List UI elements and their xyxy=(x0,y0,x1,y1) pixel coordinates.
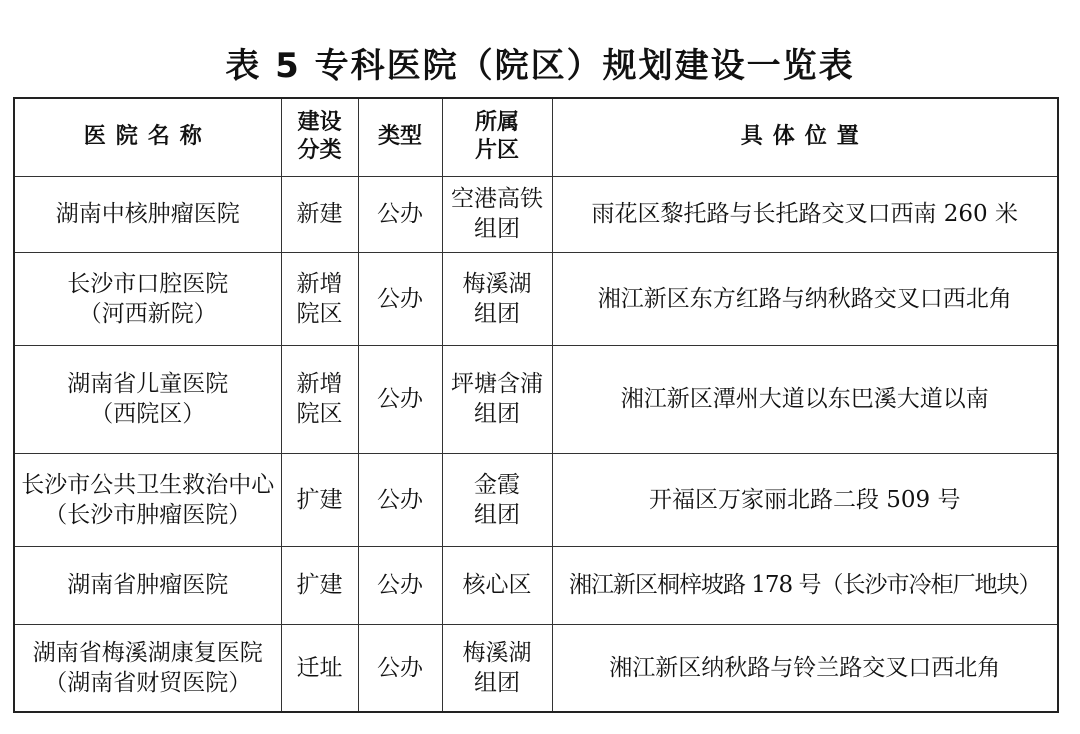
cell-line: 扩建 xyxy=(296,572,343,598)
cell-line: 梅溪湖 xyxy=(462,270,532,297)
cell-type: 公办 xyxy=(358,624,442,712)
cell-location: 湘江新区潭州大道以东巴溪大道以南 xyxy=(552,345,1058,453)
cell-line: （西院区） xyxy=(90,401,206,427)
cell-line: 新增 xyxy=(296,371,343,397)
cell-line: 院区 xyxy=(296,300,343,327)
header-location: 具体位置 xyxy=(552,98,1058,176)
header-name: 医院名称 xyxy=(14,98,281,176)
cell-name xyxy=(14,453,281,546)
header-zone-line: 所属 xyxy=(474,110,519,136)
cell-line: 新增 xyxy=(296,270,343,297)
cell-category xyxy=(281,546,358,624)
cell-line: （河西新院） xyxy=(78,300,217,327)
cell-location: 湘江新区纳秋路与铃兰路交叉口西北角 xyxy=(552,624,1058,712)
cell-line: 湖南省儿童医院 xyxy=(67,371,229,397)
cell-type: 公办 xyxy=(358,453,442,546)
cell-zone xyxy=(442,546,552,624)
cell-line: 金霞 xyxy=(474,471,520,498)
cell-category xyxy=(281,252,358,345)
cell-name xyxy=(14,624,281,712)
table-row xyxy=(14,453,1058,546)
cell-line: 组团 xyxy=(474,669,520,696)
table-row xyxy=(14,252,1058,345)
cell-line: 空港高铁 xyxy=(451,186,543,212)
header-category-line: 建设 xyxy=(297,110,342,136)
cell-zone xyxy=(442,252,552,345)
cell-category xyxy=(281,345,358,453)
cell-line: 组团 xyxy=(474,401,520,427)
table-row xyxy=(14,624,1058,712)
cell-location: 湘江新区东方红路与纳秋路交叉口西北角 xyxy=(552,252,1058,345)
cell-type: 公办 xyxy=(358,176,442,252)
cell-line: 湖南省梅溪湖康复医院 xyxy=(32,639,263,666)
cell-name xyxy=(14,252,281,345)
cell-type: 公办 xyxy=(358,546,442,624)
cell-name xyxy=(14,345,281,453)
hospital-planning-table xyxy=(13,97,1059,713)
cell-location: 湘江新区桐梓坡路 178 号（长沙市冷柜厂地块） xyxy=(552,546,1058,624)
table-row xyxy=(14,345,1058,453)
cell-zone xyxy=(442,176,552,252)
table-row xyxy=(14,176,1058,252)
cell-line: 核心区 xyxy=(462,572,532,598)
cell-line: （长沙市肿瘤医院） xyxy=(44,501,252,528)
header-category-line: 分类 xyxy=(297,138,342,164)
cell-line: （湖南省财贸医院） xyxy=(44,669,252,696)
cell-line: 院区 xyxy=(296,401,343,427)
cell-name xyxy=(14,176,281,252)
cell-zone xyxy=(442,345,552,453)
header-type: 类型 xyxy=(358,98,442,176)
cell-type: 公办 xyxy=(358,252,442,345)
cell-line: 梅溪湖 xyxy=(462,639,532,666)
cell-line: 长沙市公共卫生救治中心 xyxy=(21,471,275,498)
cell-location: 雨花区黎托路与长托路交叉口西南 260 米 xyxy=(552,176,1058,252)
cell-type: 公办 xyxy=(358,345,442,453)
table-row xyxy=(14,546,1058,624)
page-title: 表 5 专科医院（院区）规划建设一览表 xyxy=(225,46,855,86)
cell-category xyxy=(281,176,358,252)
cell-line: 长沙市口腔医院 xyxy=(67,270,229,297)
cell-category xyxy=(281,453,358,546)
cell-line: 组团 xyxy=(474,501,520,528)
cell-line: 组团 xyxy=(474,300,520,327)
cell-zone xyxy=(442,624,552,712)
table-header-row xyxy=(14,98,1058,176)
cell-zone xyxy=(442,453,552,546)
cell-line: 湖南省肿瘤医院 xyxy=(67,572,229,598)
cell-name xyxy=(14,546,281,624)
cell-line: 新建 xyxy=(296,201,343,227)
header-zone-line: 片区 xyxy=(474,138,519,164)
cell-category xyxy=(281,624,358,712)
header-zone xyxy=(442,98,552,176)
cell-line: 湖南中核肿瘤医院 xyxy=(55,201,240,227)
cell-line: 迁址 xyxy=(296,654,343,681)
cell-line: 组团 xyxy=(474,216,520,242)
cell-line: 坪塘含浦 xyxy=(451,371,543,397)
cell-line: 扩建 xyxy=(296,486,343,513)
header-category xyxy=(281,98,358,176)
cell-location: 开福区万家丽北路二段 509 号 xyxy=(552,453,1058,546)
